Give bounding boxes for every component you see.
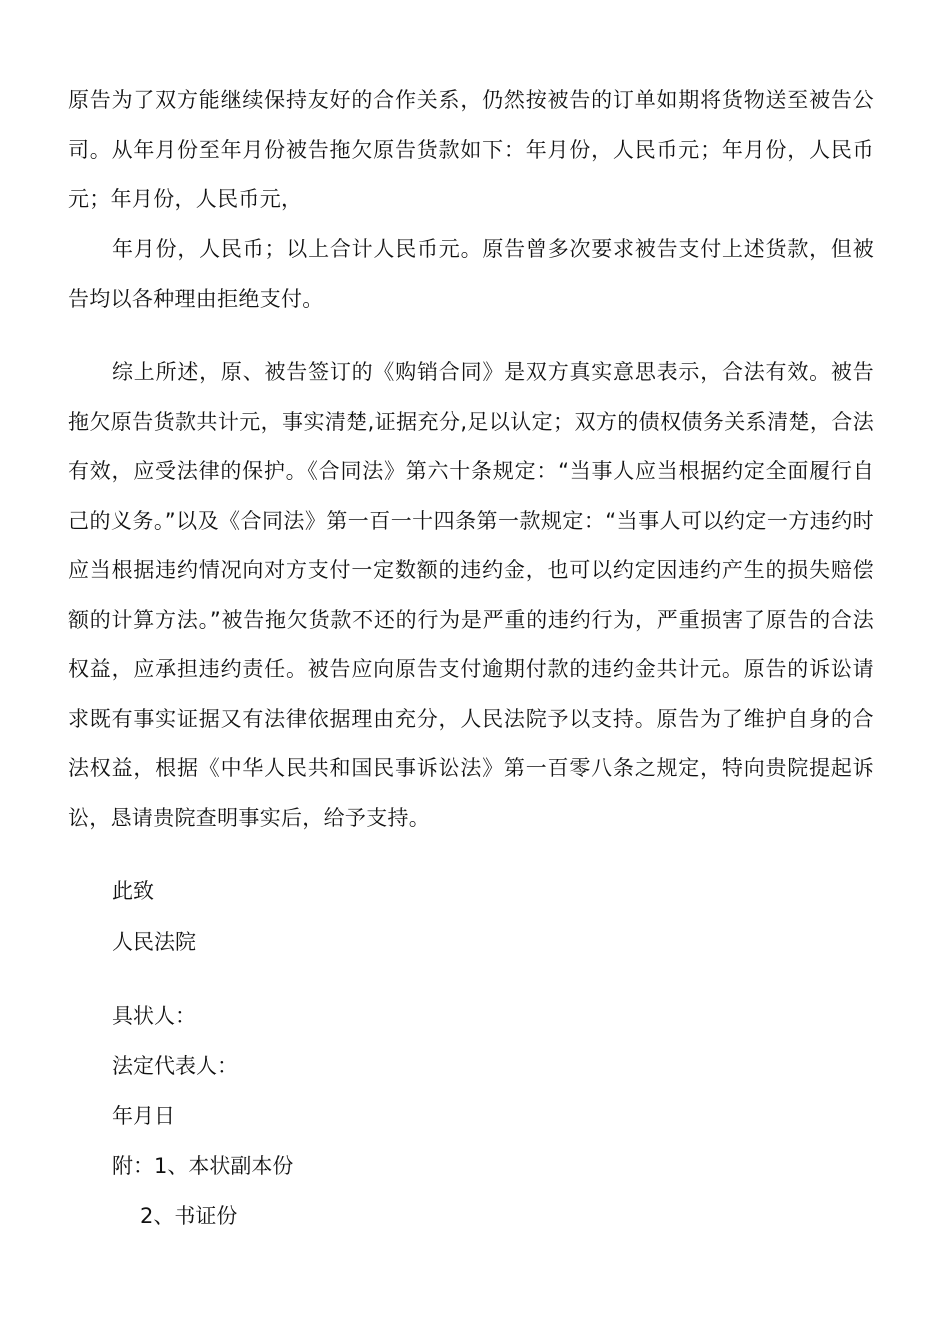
- paragraph-delivery-arrears: 原告为了双方能继续保持友好的合作关系，仍然按被告的订单如期将货物送至被告公司。从年月份至年月份被告拖欠原告货款如下：年月份，人民币元；年月份，人民币元；年月份，人民币元，: [68, 88, 874, 211]
- legal-representative-label: 法定代表人：: [112, 1054, 238, 1078]
- date-line: 年月日: [112, 1104, 175, 1128]
- attachment-evidence: 2、书证份: [140, 1204, 238, 1228]
- paragraph-summary-legal-basis: 综上所述，原、被告签订的《购销合同》是双方真实意思表示，合法有效。被告拖欠原告货款共计元，事实清楚,证据充分,足以认定；双方的债权债务关系清楚，合法有效，应受法律的保护。《合同法》第六十条规定：“当事人应当根据约定全面履行自己的义务。”以及《合同法》第一百一十四条第一款规定：“当事人可以约定一方违约时应当根据违约情况向对方支付一定数额的违约金，也可以约定因违约产生的损失赔偿额的计算方法。”被告拖欠货款不还的行为是严重的违约行为，严重损害了原告的合法权益，应承担违约责任。被告应向原告支付逾期付款的违约金共计元。原告的诉讼请求既有事实证据又有法律依据理由充分，人民法院予以支持。原告为了维护自身的合法权益，根据《中华人民共和国民事诉讼法》第一百零八条之规定，特向贵院提起诉讼，恳请贵院查明事实后，给予支持。: [68, 360, 874, 830]
- plaintiff-label: 具状人：: [112, 1004, 196, 1028]
- attachment-copy: 附：1、本状副本份: [112, 1154, 294, 1178]
- salutation: 此致: [112, 879, 154, 903]
- court-name: 人民法院: [112, 930, 196, 954]
- paragraph-total-refusal: 年月份，人民币；以上合计人民币元。原告曾多次要求被告支付上述货款，但被告均以各种理由拒绝支付。: [68, 237, 874, 311]
